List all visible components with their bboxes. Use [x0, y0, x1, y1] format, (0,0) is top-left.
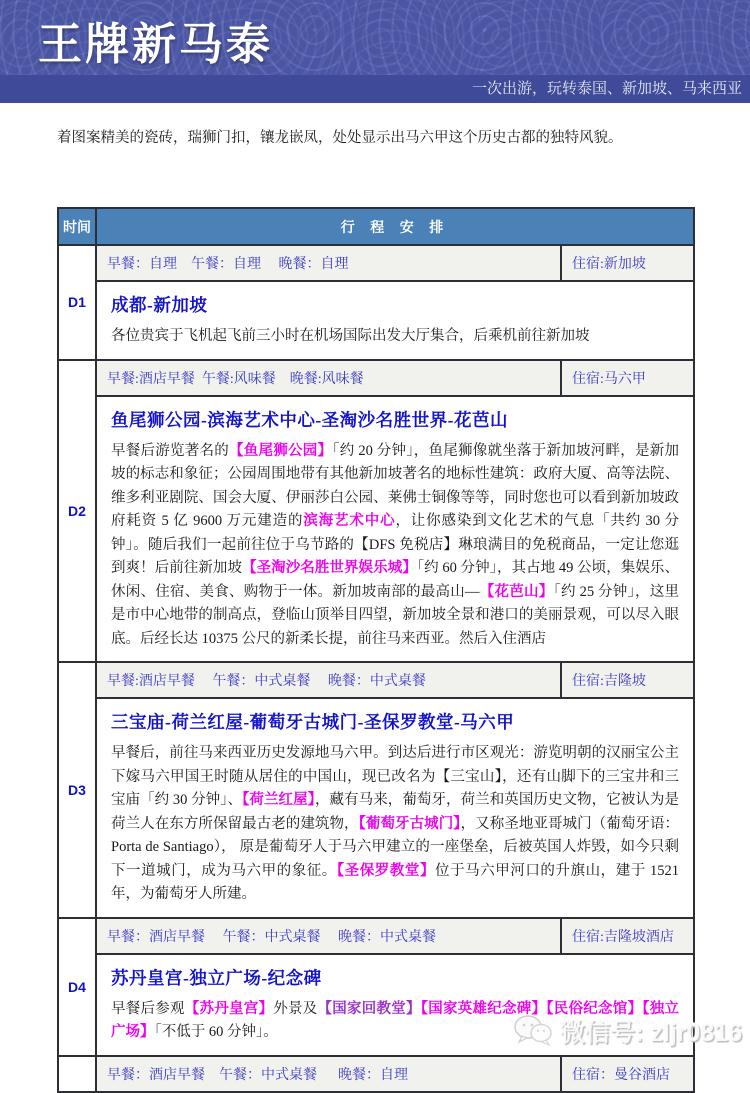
lodging-text: 住宿:新加坡 [561, 245, 694, 281]
day-label: D2 [58, 360, 96, 663]
page-title: 王牌新马泰 [38, 20, 273, 69]
day-content [96, 281, 694, 360]
header-banner [0, 0, 750, 103]
day-content [96, 396, 694, 663]
highlighted-sight-name: 【葡萄牙古城门】 [358, 815, 461, 832]
paragraph-text: 「约 20 分钟」，鱼尾狮像就坐落于新加坡河畔，是新加坡的标志和象征；公园周围地带有其他新加坡著名的地标性建筑：政府大厦、高等法院、维多利亚剧院、国会大厦、伊丽莎白公园、莱佛士铜像等等，同时您也可以看到新加坡政府耗资 5 亿 9600 万元建造的 [111, 442, 679, 529]
highlighted-sight-name: 【荷兰红屋】 [242, 792, 315, 808]
header-subtitle: 一次出游，玩转泰国、新加坡、马来西亚 [471, 80, 742, 97]
meals-text: 早餐：酒店早餐 午餐：中式桌餐 晚餐：中式桌餐 [96, 918, 561, 954]
meal-row [58, 245, 694, 281]
day-paragraph [111, 440, 679, 652]
day-label: D1 [58, 245, 96, 360]
day-content-row [58, 396, 694, 663]
paragraph-text: 「约 25 分钟」，这里是市中心地带的制高点，登临山顶举目四望，新加坡全景和港口的美丽景观，可以尽入眼底。后经长达 10375 公尺的新柔长提，前往马来西亚。然后入住酒店 [111, 583, 679, 647]
day-content-row [58, 281, 694, 360]
highlighted-sight-name: 【花芭山】 [479, 583, 554, 600]
day-title: 成都-新加坡 [111, 295, 208, 315]
meal-row [58, 918, 694, 954]
header-subtitle-band [0, 75, 750, 103]
day-content-row [58, 698, 694, 918]
paragraph-text: ，让你感染到文化艺术的气息「共约 30 分钟」。随后我们一起前往位于乌节路的【DFS 免税店】琳琅满目的免税商品，一定让您逛到爽！后前往新加坡 [111, 513, 680, 576]
highlighted-sight-name: 【苏丹皇宫】 [184, 1000, 274, 1017]
meals-text: 早餐：自理 午餐：自理 晚餐：自理 [96, 245, 561, 281]
column-header-time: 时间 [58, 208, 96, 245]
table-header-row [58, 208, 694, 245]
paragraph-text: ，又称圣地亚哥城门（葡萄牙语：Porta de Santiago）， 原是葡萄牙人于马六甲建立的一座堡垒，后被英国人炸毁，如今只剩下一道城门，成为马六甲的象征。 [111, 815, 680, 879]
highlighted-sight-name: 【国家回教堂】 [317, 1000, 421, 1017]
paragraph-text: 外景及 [273, 1000, 318, 1017]
highlighted-sight-name: 【鱼尾狮公园】 [229, 442, 333, 459]
paragraph-text: 早餐后参观 [111, 1000, 185, 1017]
highlighted-sight-name: 滨海艺术中心 [303, 513, 396, 529]
highlighted-sight-name: 【圣保罗教堂】 [336, 862, 436, 879]
paragraph-text: 「约 60 分钟」，其占地 49 公顷，集娱乐、休闲、住宿、美食、购物于一体。新加坡南部的最高山— [111, 560, 679, 600]
wechat-icon [512, 1013, 554, 1049]
lodging-text: 住宿:吉隆坡酒店 [561, 918, 694, 954]
day-content [96, 698, 694, 918]
meals-text: 早餐:酒店早餐 午餐：中式桌餐 晚餐：中式桌餐 [96, 662, 561, 698]
day-paragraph [111, 742, 679, 907]
intro-text: 着图案精美的瓷砖，瑞狮门扣，镶龙嵌凤，处处显示出马六甲这个历史古都的独特风貌。 [57, 130, 623, 146]
paragraph-text: 位于马六甲河口的升旗山，建于 1521 年，为葡萄牙人所建。 [111, 862, 680, 902]
paragraph-text: 早餐后，前往马来西亚历史发源地马六甲。到达后进行市区观光：游览明朝的汉丽宝公主下嫁马六甲国王时随从居住的中国山，现已改名为【三宝山】，还有山脚下的三宝井和三宝庙「约 30 分钟」、 [111, 745, 679, 808]
lodging-text: 住宿：曼谷酒店 [561, 1056, 694, 1092]
day-title: 三宝庙-荷兰红屋-葡萄牙古城门-圣保罗教堂-马六甲 [111, 712, 515, 732]
lodging-text: 住宿:马六甲 [561, 360, 694, 396]
paragraph-text: 各位贵宾于飞机起飞前三小时在机场国际出发大厅集合，后乘机前往新加坡 [111, 328, 590, 344]
meal-row [58, 360, 694, 396]
wechat-id: 微信号: zljr0816 [559, 1019, 742, 1047]
itinerary-table [57, 207, 695, 1093]
meals-text: 早餐：酒店早餐 午餐：中式桌餐 晚餐：自理 [96, 1056, 561, 1092]
highlighted-sight-name: 【国家英雄纪念碑】【民俗纪念馆】【独立广场】 [111, 1000, 679, 1040]
meals-text: 早餐:酒店早餐 午餐:风味餐 晚餐:风味餐 [96, 360, 561, 396]
day-label: D4 [58, 918, 96, 1056]
wechat-watermark [512, 1013, 742, 1049]
lodging-text: 住宿:吉隆坡 [561, 662, 694, 698]
day-title: 鱼尾狮公园-滨海艺术中心-圣淘沙名胜世界-花芭山 [111, 409, 508, 430]
paragraph-text: 早餐后游览著名的 [111, 442, 229, 459]
itinerary-body [58, 245, 694, 1092]
meal-row [58, 1056, 694, 1092]
meal-row [58, 662, 694, 698]
paragraph-text: 「不低于 60 分钟」。 [154, 1024, 278, 1040]
column-header-schedule: 行 程 安 排 [96, 208, 694, 245]
highlighted-sight-name: 【圣淘沙名胜世界娱乐城】 [242, 560, 417, 576]
paragraph-text: ，藏有马来，葡萄牙，荷兰和英国历史文物，它被认为是荷兰人在东方所保留最古老的建筑物， [111, 792, 679, 832]
day-title: 苏丹皇宫-独立广场-纪念碑 [111, 967, 322, 988]
day-label [58, 1056, 96, 1092]
day-paragraph [111, 325, 679, 349]
day-label: D3 [58, 662, 96, 918]
